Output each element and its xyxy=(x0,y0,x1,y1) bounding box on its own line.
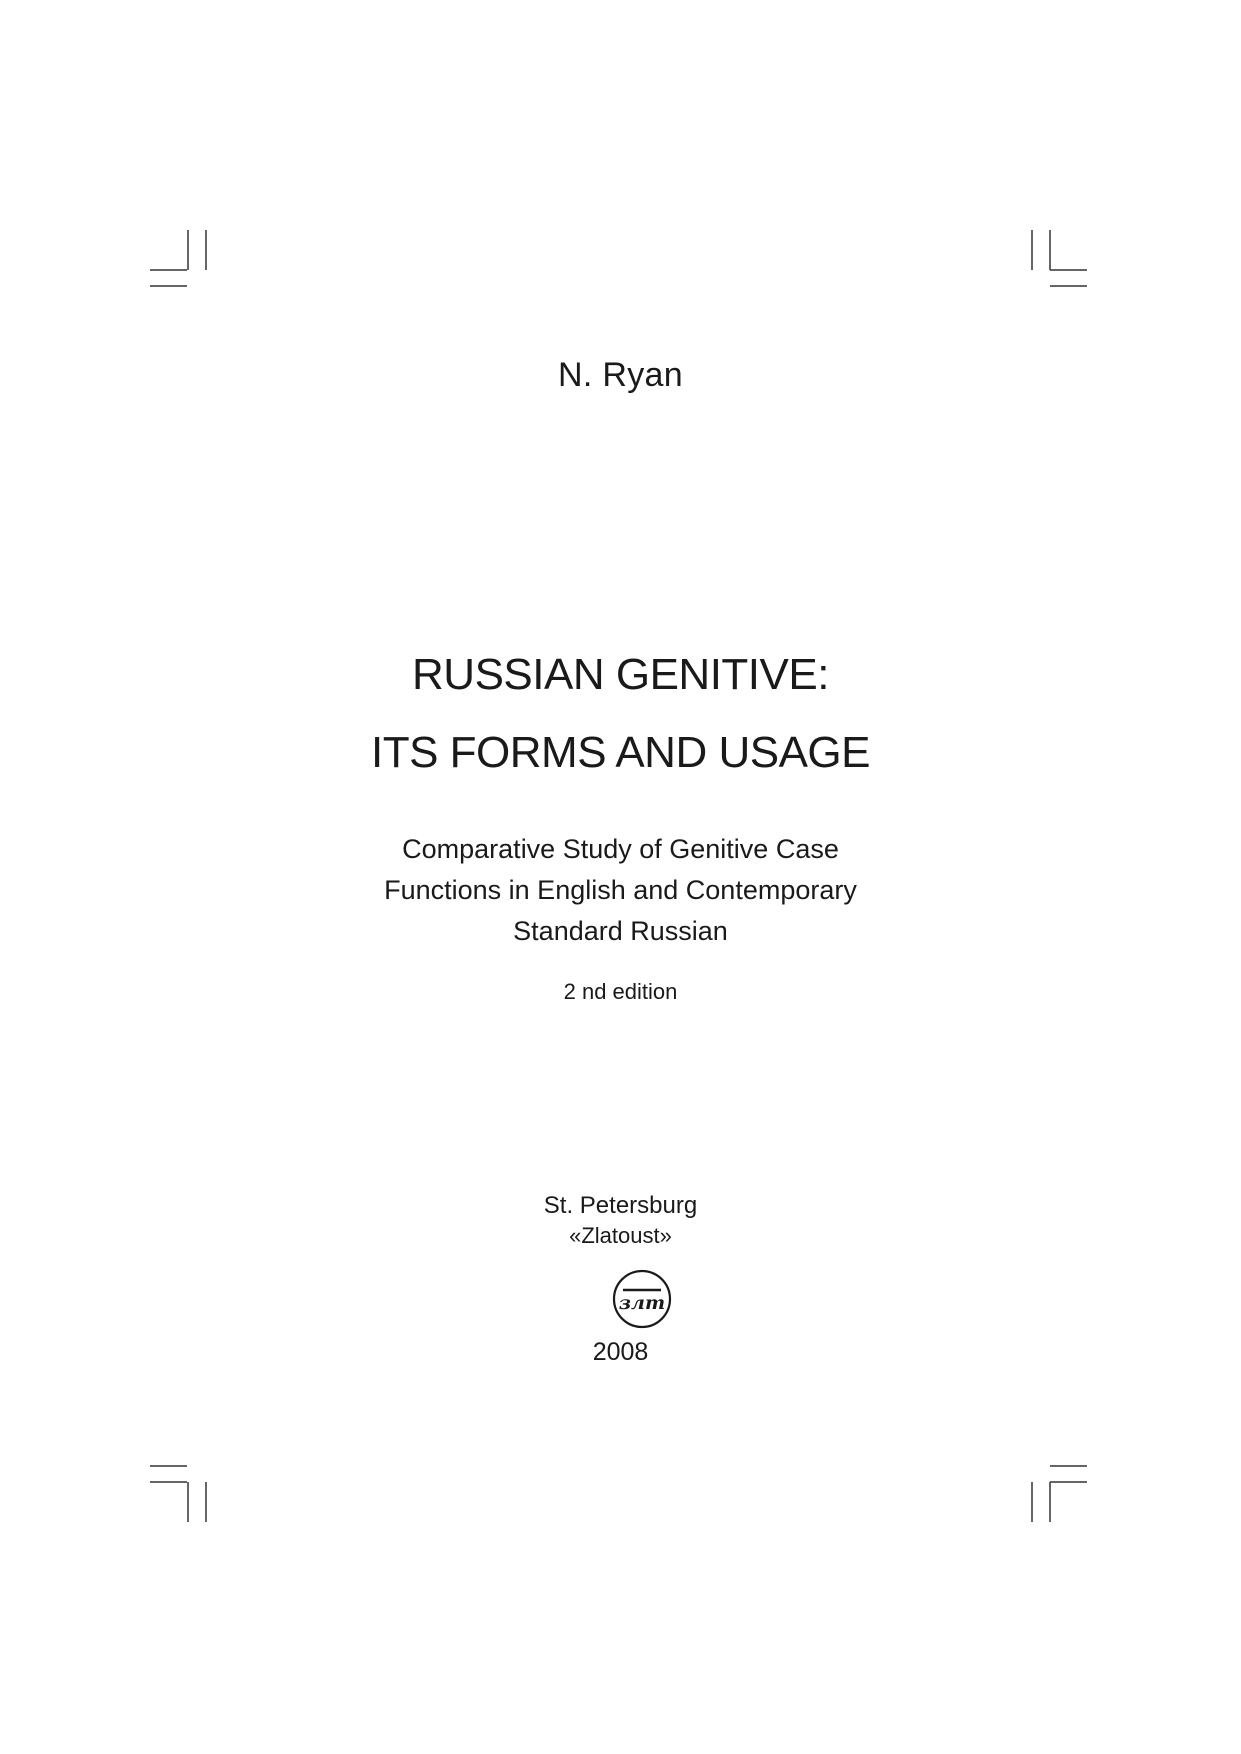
book-subtitle-line-3: Standard Russian xyxy=(513,916,728,946)
crop-mark-top-left xyxy=(150,230,206,286)
book-subtitle xyxy=(0,829,1241,952)
publication-year: 2008 xyxy=(592,1338,649,1366)
edition-label: 2 nd edition xyxy=(563,979,678,1004)
crop-mark-bottom-left xyxy=(150,1466,206,1522)
crop-mark-bottom-right xyxy=(1032,1466,1087,1522)
author-name: N. Ryan xyxy=(558,356,683,394)
crop-mark-top-right xyxy=(1032,230,1087,286)
book-subtitle-line-2: Functions in English and Contemporary xyxy=(384,875,857,905)
publication-city: St. Petersburg xyxy=(543,1192,698,1219)
book-title xyxy=(0,636,1241,792)
zlatoust-logo-icon xyxy=(611,1268,673,1330)
book-title-line-2: ITS FORMS AND USAGE xyxy=(370,728,870,777)
book-title-line-1: RUSSIAN GENITIVE: xyxy=(412,650,829,699)
publisher-name: «Zlatoust» xyxy=(569,1223,672,1248)
logo-monogram: злт xyxy=(618,1292,666,1314)
book-subtitle-line-1: Comparative Study of Genitive Case xyxy=(402,834,839,864)
